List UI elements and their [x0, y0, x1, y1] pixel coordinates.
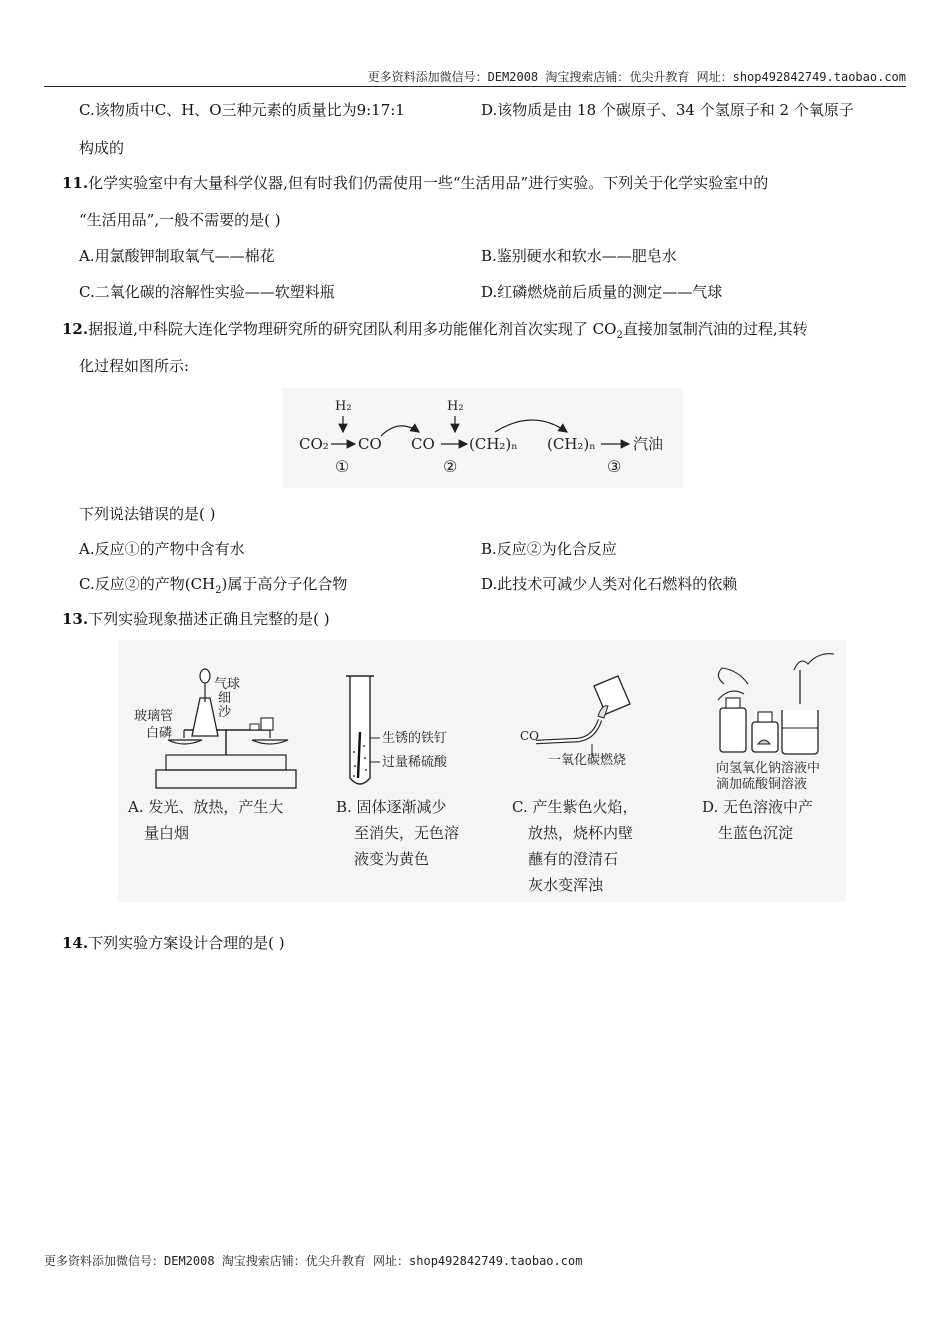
h2-label-2: H₂ [447, 399, 464, 414]
q13-stem [62, 609, 330, 629]
prev-option-d-cont: 构成的 [79, 139, 125, 157]
q12-stem-text1b: 直接加氢制汽油的过程,其转 [622, 320, 808, 338]
caption-d-line2: 生蓝色沉淀 [718, 824, 794, 842]
label-sand-1: 细 [218, 691, 232, 706]
caption-c-line1: C. 产生紫色火焰， [512, 798, 638, 816]
caption-a-line2: 量白烟 [144, 824, 190, 842]
q14-stem-text: 下列实验方案设计合理的是( ) [88, 934, 285, 952]
caption-c-line4: 灰水变浑浊 [528, 876, 604, 894]
caption-b-line2: 至消失，无色溶 [354, 824, 460, 842]
q12-prompt: 下列说法错误的是( ) [79, 505, 216, 523]
q12-option-a: A.反应①的产物中含有水 [79, 540, 245, 558]
prev-option-c: C.该物质中C、H、O三种元素的质量比为9:17:1 [79, 101, 405, 119]
q11-option-a: A.用氯酸钾制取氧气——棉花 [79, 247, 275, 265]
ch2n-formula-1: (CH₂)ₙ [469, 435, 518, 453]
q12-stem-text1a: 据报道,中科院大连化学物理研究所的研究团队利用多功能催化剂首次实现了 CO [88, 320, 617, 338]
label-white-phosphorus: 白磷 [146, 726, 173, 741]
q11-option-b: B.鉴别硬水和软水——肥皂水 [481, 247, 677, 265]
co-formula-1: CO [358, 435, 382, 453]
label-glass-tube: 玻璃管 [134, 709, 174, 724]
q12-stem-line1 [62, 319, 808, 346]
q13-stem-text: 下列实验现象描述正确且完整的是( ) [88, 610, 330, 628]
q12-number: 12. [62, 320, 89, 338]
page-footer: 更多资料添加微信号：DEM2008 淘宝搜索店铺：优尖升教育 网址：shop492842749.taobao.com [44, 1254, 583, 1268]
q13-experiment-figure [118, 640, 846, 902]
step1-marker: ① [335, 457, 350, 476]
co-formula-2: CO [411, 435, 435, 453]
q12-option-d: D.此技术可减少人类对化石燃料的依赖 [481, 575, 738, 593]
step2-marker: ② [443, 457, 458, 476]
ch2n-formula-2: (CH₂)ₙ [547, 435, 596, 453]
label-balloon: 气球 [214, 677, 241, 692]
caption-c-line2: 放热，烧杯内壁 [528, 824, 634, 842]
q14-number: 14. [62, 934, 89, 952]
q11-option-c: C.二氧化碳的溶解性实验——软塑料瓶 [79, 283, 335, 301]
q12-stem-line2: 化过程如图所示: [79, 357, 190, 375]
label-co-burning: 一氧化碳燃烧 [548, 753, 627, 768]
caption-b-line1: B. 固体逐渐减少 [336, 798, 447, 816]
page-header: 更多资料添加微信号：DEM2008 淘宝搜索店铺：优尖升教育 网址：shop492842749.taobao.com [367, 70, 906, 84]
label-dilute-acid: 过量稀硫酸 [382, 755, 448, 770]
header-divider [44, 86, 906, 87]
label-d-line2: 滴加硫酸铜溶液 [716, 777, 808, 792]
caption-c-line3: 蘸有的澄清石 [528, 850, 619, 868]
q12-option-b: B.反应②为化合反应 [481, 540, 617, 558]
q11-stem-line1 [62, 173, 768, 193]
label-co: CO [520, 729, 540, 743]
h2-label-1: H₂ [335, 399, 352, 414]
q12-stem-sub: 2 [616, 330, 623, 341]
q12-option-c-text1: C.反应②的产物(CH [79, 575, 216, 593]
co2-formula: CO₂ [299, 435, 329, 453]
label-sand-2: 沙 [218, 705, 232, 720]
label-d-line1: 向氢氧化钠溶液中 [716, 761, 821, 776]
label-rusty-nail: 生锈的铁钉 [382, 731, 448, 746]
q12-conversion-diagram [283, 388, 683, 488]
prev-option-d: D.该物质是由 18 个碳原子、34 个氢原子和 2 个氧原子 [481, 101, 854, 119]
q12-option-c-sub: 2 [215, 585, 222, 596]
caption-b-line3: 液变为黄色 [354, 850, 430, 868]
q11-stem-line2: “生活用品”,一般不需要的是( ) [79, 211, 281, 229]
step3-marker: ③ [607, 457, 622, 476]
caption-a-line1: A. 发光、放热，产生大 [128, 798, 284, 816]
caption-d-line1: D. 无色溶液中产 [702, 798, 814, 816]
q14-stem [62, 933, 285, 953]
q11-option-d: D.红磷燃烧前后质量的测定——气球 [481, 283, 723, 301]
q12-option-c-text2: )属于高分子化合物 [221, 575, 348, 593]
gasoline-label: 汽油 [633, 435, 664, 453]
q12-option-c [79, 574, 347, 601]
q11-stem-text1: 化学实验室中有大量科学仪器,但有时我们仍需使用一些“生活用品”进行实验。下列关于化学实验室中的 [88, 174, 769, 192]
q13-number: 13. [62, 610, 89, 628]
q11-number: 11. [62, 174, 89, 192]
